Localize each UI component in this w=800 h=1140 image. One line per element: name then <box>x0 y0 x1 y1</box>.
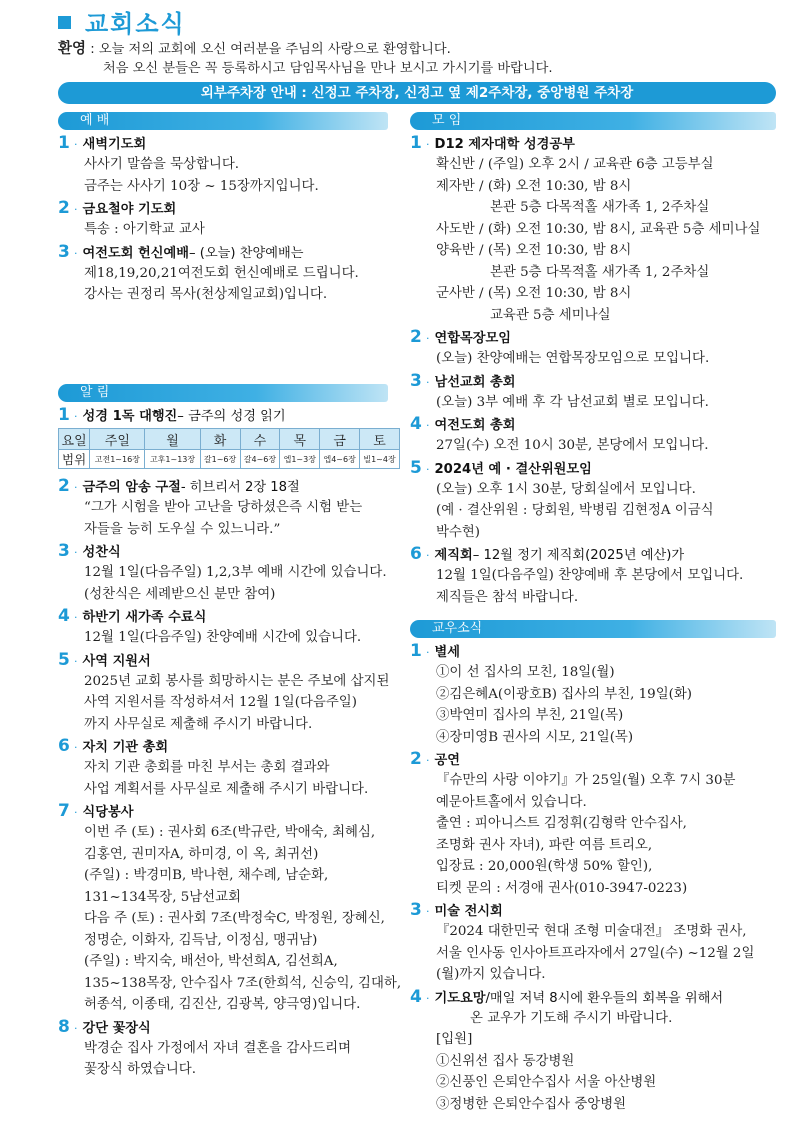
item-header <box>58 605 403 627</box>
item-line: 양육반 / (목) 오전 10:30, 밤 8시 <box>436 243 632 258</box>
item-line: (주일) : 박경미B, 박나현, 채수례, 남순화, <box>84 868 329 883</box>
welcome-label: 환영 <box>58 41 87 57</box>
item-header <box>410 543 780 565</box>
item-line: 자치 기관 총회를 마친 부서는 총회 결과와 <box>84 760 330 775</box>
item-line: 예문아트홀에서 있습니다. <box>436 794 587 810</box>
square-bullet-icon <box>58 16 71 29</box>
item-header <box>410 457 780 479</box>
item-line: (주일) : 박지숙, 배선아, 박선희A, 김선희A, <box>84 954 338 969</box>
item-number: 3 <box>58 241 70 262</box>
item-line: ②신풍인 은퇴안수집사 서울 아산병원 <box>436 1075 657 1090</box>
item-line: 사사기 말씀을 묵상합니다. <box>84 157 240 172</box>
item-number: 1 <box>410 133 422 153</box>
item-title: 연합목장모임 <box>434 331 511 346</box>
meeting-list <box>410 132 780 608</box>
table-cell: 엡4~6장 <box>320 450 360 469</box>
item-line: 2025년 교회 봉사를 희망하시는 분은 주보에 삽지된 <box>84 673 390 689</box>
item-header <box>410 370 780 392</box>
middle-dot-icon: · <box>74 806 78 819</box>
item-number: 3 <box>410 370 422 391</box>
item-number: 8 <box>58 1016 70 1037</box>
table-cell: 고전1~16장 <box>90 450 145 469</box>
item-title: 자치 기관 총회 <box>82 740 169 755</box>
item-title: 성경 1독 대행진 <box>82 409 178 424</box>
item-title: D12 제자대학 성경공부 <box>434 137 575 152</box>
middle-dot-icon: · <box>74 203 78 216</box>
middle-dot-icon: · <box>426 462 430 476</box>
item-line: 특송 : 아기학교 교사 <box>84 222 205 237</box>
item-title: 공연 <box>434 753 460 768</box>
table-header-cell: 목 <box>280 429 320 450</box>
item-header <box>58 735 403 757</box>
section-heading-worship: 예 배 <box>58 112 388 130</box>
item-title: 하반기 새가족 수료식 <box>82 610 207 625</box>
item-subtitle: – 12월 정기 제직회(2025년 예산)가 <box>472 548 685 563</box>
item-line: 꽃장식 하였습니다. <box>84 1062 196 1077</box>
item-header <box>58 649 403 671</box>
item-title: 강단 꽃장식 <box>82 1020 151 1036</box>
item-number: 5 <box>410 457 422 478</box>
item-line: 정명순, 이화자, 김득남, 이정심, 맹귀남) <box>84 932 318 948</box>
item-title: 제직회 <box>434 548 473 563</box>
list-item <box>58 649 403 736</box>
middle-dot-icon: · <box>426 646 430 659</box>
item-line: (예 · 결산위원 : 당회원, 박병림 김현정A 이금식 <box>436 503 714 518</box>
item-line: 조명화 권사 자녀), 파란 여름 트리오, <box>436 837 653 853</box>
list-item <box>58 735 403 800</box>
item-subtitle: – 금주의 성경 읽기 <box>177 409 286 424</box>
item-title: 미술 전시회 <box>434 904 503 919</box>
item-header <box>58 1016 403 1038</box>
item-header <box>410 132 780 154</box>
item-line: 12월 1일(다음주일) 찬양예배 시간에 있습니다. <box>84 630 362 645</box>
item-line: 12월 1일(다음주일) 찬양예배 후 본당에서 모입니다. <box>436 568 744 583</box>
list-item <box>410 543 780 608</box>
list-item <box>58 800 403 1016</box>
welcome-line-1: : 오늘 저의 교회에 오신 여러분을 주님의 사랑으로 환영합니다. <box>86 42 451 57</box>
item-line: “그가 시험을 받아 고난을 당하셨은즉 시험 받는 <box>84 500 363 515</box>
item-line: 박경순 집사 가정에서 자녀 결혼을 감사드리며 <box>84 1040 352 1056</box>
table-header-cell: 토 <box>360 429 400 450</box>
item-number: 3 <box>410 900 422 920</box>
list-item <box>410 326 780 370</box>
list-item <box>410 132 780 326</box>
item-line: 서울 인사동 인사아트프라자에서 27일(수) ~12월 2일 <box>436 945 755 961</box>
item-header <box>58 241 403 263</box>
item-title: 사역 지원서 <box>82 653 151 669</box>
item-title: 별세 <box>434 645 460 660</box>
welcome-line-2: 처음 오신 분들은 꼭 등록하시고 담임목사님을 만나 보시고 가시기를 바랍니다. <box>103 61 553 76</box>
item-title: 남선교회 총회 <box>434 374 516 390</box>
item-line: 다음 주 (토) : 권사회 7조(박정숙C, 박정원, 장혜신, <box>84 911 385 926</box>
bible-reading-table <box>58 428 400 469</box>
list-item <box>58 197 403 241</box>
item-line: 사업 계획서를 사무실로 제출해 주시기 바랍니다. <box>84 781 369 797</box>
list-item <box>410 370 780 414</box>
item-line: ①이 선 집사의 모친, 18일(월) <box>436 665 615 680</box>
item-line: ③정병한 은퇴안수집사 중앙병원 <box>436 1096 627 1112</box>
list-item <box>58 475 403 540</box>
item-header <box>58 540 403 562</box>
list-item <box>58 241 403 306</box>
item-number: 1 <box>58 133 70 153</box>
item-line: ③박연미 집사의 부친, 21일(목) <box>436 708 624 723</box>
item-title: 기도요망 <box>434 990 486 1006</box>
item-title: 여전도회 총회 <box>434 418 516 433</box>
item-number: 2 <box>410 749 422 769</box>
table-cell: 범위 <box>59 450 90 469</box>
table-cell: 갈1~6장 <box>200 450 240 469</box>
item-line: 입장료 : 20,000원(학생 50% 할인), <box>436 859 653 874</box>
page-header <box>58 4 186 38</box>
item-header <box>410 326 780 348</box>
item-header <box>410 748 780 770</box>
section-heading-members: 교우소식 <box>410 620 776 638</box>
item-title: 성찬식 <box>82 545 121 560</box>
item-line: 확신반 / (주일) 오후 2시 / 교육관 6층 고등부실 <box>436 157 714 172</box>
item-line: 135~138목장, 안수집사 7조(한희석, 신승익, 김대하, <box>84 975 402 991</box>
item-subtitle: /매일 저녁 8시에 환우들의 회복을 위해서 <box>485 990 724 1006</box>
item-line: 티켓 문의 : 서경애 권사(010-3947-0223) <box>436 880 688 896</box>
item-line: 까지 사무실로 제출해 주시기 바랍니다. <box>84 716 313 732</box>
item-number: 6 <box>58 736 70 756</box>
list-item <box>58 540 403 605</box>
members-list <box>410 640 780 1115</box>
middle-dot-icon: · <box>426 991 430 1005</box>
item-number: 2 <box>410 327 422 347</box>
middle-dot-icon: · <box>74 410 78 423</box>
item-line: (월)까지 있습니다. <box>436 967 546 982</box>
item-subtitle: - 히브리서 2장 18절 <box>180 480 300 495</box>
item-number: 1 <box>410 641 422 661</box>
table-row <box>59 450 400 469</box>
middle-dot-icon: · <box>74 546 78 559</box>
table-header-cell: 요일 <box>59 429 90 450</box>
item-number: 3 <box>58 541 70 561</box>
item-number: 2 <box>58 198 70 218</box>
item-line: [입원] <box>436 1032 473 1047</box>
item-header <box>410 640 780 662</box>
item-line: 허종석, 이종태, 김진산, 김광복, 양극영)입니다. <box>84 997 361 1012</box>
item-line: 자들을 능히 도우실 수 있느니라.” <box>84 521 281 537</box>
item-header <box>410 986 780 1008</box>
item-line: 금주는 사사기 10장 ~ 15장까지입니다. <box>84 178 319 194</box>
item-header <box>58 475 403 497</box>
item-header <box>58 800 403 822</box>
item-line: (오늘) 찬양예배는 연합목장모임으로 모입니다. <box>436 351 710 366</box>
list-item <box>410 986 780 1116</box>
item-line: 본관 5층 다목적홀 새가족 1, 2주차실 <box>490 200 710 215</box>
item-title: 금주의 암송 구절 <box>82 480 181 495</box>
middle-dot-icon: · <box>426 375 430 389</box>
table-cell: 고후1~13장 <box>145 450 200 469</box>
item-line: 이번 주 (토) : 권사회 6조(박규란, 박애숙, 최혜심, <box>84 825 376 840</box>
item-line: 출연 : 피아니스트 김정휘(김형락 안수집사, <box>436 816 687 831</box>
item-title: 식당봉사 <box>82 805 134 820</box>
item-line: 『2024 대한민국 현대 조형 미술대전』 조명화 권사, <box>436 924 747 939</box>
list-item <box>410 640 780 748</box>
table-header-cell: 주일 <box>90 429 145 450</box>
item-line: 131~134목장, 5남선교회 <box>84 889 241 905</box>
item-line: 온 교우가 기도해 주시기 바랍니다. <box>470 1010 673 1026</box>
item-number: 4 <box>58 606 70 626</box>
middle-dot-icon: · <box>74 1021 78 1035</box>
middle-dot-icon: · <box>426 549 430 562</box>
notice-item-bible-reading <box>58 404 403 469</box>
item-header <box>410 899 780 921</box>
list-item <box>410 899 780 986</box>
middle-dot-icon: · <box>74 481 78 494</box>
section-heading-notice: 알 림 <box>58 384 388 402</box>
list-item <box>58 1016 403 1081</box>
item-line: 27일(수) 오전 10시 30분, 본당에서 모입니다. <box>436 438 709 453</box>
middle-dot-icon: · <box>426 905 430 918</box>
item-header <box>58 132 403 154</box>
item-line: 사역 지원서를 작성하셔서 12월 1일(다음주일) <box>84 695 357 710</box>
middle-dot-icon: · <box>426 419 430 432</box>
item-title: 새벽기도회 <box>82 137 147 152</box>
item-line: 제직들은 참석 바랍니다. <box>436 589 579 605</box>
item-line: 군사반 / (목) 오전 10:30, 밤 8시 <box>436 286 632 301</box>
item-title: 여전도회 헌신예배 <box>82 245 190 261</box>
list-item <box>410 748 780 899</box>
item-number: 4 <box>410 414 422 434</box>
table-header-cell: 월 <box>145 429 200 450</box>
item-line: (오늘) 3부 예배 후 각 남선교회 별로 모입니다. <box>436 394 709 410</box>
item-line: 12월 1일(다음주일) 1,2,3부 예배 시간에 있습니다. <box>84 565 387 580</box>
table-cell: 빌1~4장 <box>360 450 400 469</box>
item-line: 본관 5층 다목적홀 새가족 1, 2주차실 <box>490 264 710 280</box>
item-title: 금요철야 기도회 <box>82 202 177 217</box>
item-line: 박수현) <box>436 524 481 540</box>
item-line: (오늘) 오후 1시 30분, 당회실에서 모입니다. <box>436 481 696 497</box>
list-item <box>58 132 403 197</box>
list-item <box>410 457 780 544</box>
item-line: 김홍연, 권미자A, 하미경, 이 옥, 최귀선) <box>84 846 319 862</box>
item-line: ④장미영B 권사의 시모, 21일(목) <box>436 729 634 745</box>
item-line: 『슈만의 사랑 이야기』가 25일(월) 오후 7시 30분 <box>436 773 736 788</box>
middle-dot-icon: · <box>74 138 78 151</box>
item-line: ②김은혜A(이광호B) 집사의 부친, 19일(화) <box>436 686 693 702</box>
item-line: 교육관 5층 세미나실 <box>490 307 611 323</box>
item-number: 7 <box>58 801 70 821</box>
welcome-message <box>58 40 758 78</box>
item-line: 제18,19,20,21여전도회 헌신예배로 드립니다. <box>84 265 359 281</box>
middle-dot-icon: · <box>74 654 78 668</box>
item-line: ①신위선 집사 동강병원 <box>436 1053 575 1069</box>
section-heading-meeting: 모 임 <box>410 112 776 130</box>
table-cell: 엡1~3장 <box>280 450 320 469</box>
item-line: 사도반 / (화) 오전 10:30, 밤 8시, 교육관 5층 세미나실 <box>436 221 761 237</box>
item-number: 1 <box>58 405 70 425</box>
middle-dot-icon: · <box>74 246 78 260</box>
item-number: 6 <box>410 544 422 564</box>
list-item <box>410 413 780 457</box>
table-cell: 갈4~6장 <box>240 450 280 469</box>
table-header-cell: 화 <box>200 429 240 450</box>
middle-dot-icon: · <box>426 138 430 151</box>
list-item <box>58 605 403 649</box>
item-title: 2024년 예 · 결산위원모임 <box>434 461 592 477</box>
middle-dot-icon: · <box>426 754 430 767</box>
middle-dot-icon: · <box>74 611 78 624</box>
worship-list <box>58 132 403 306</box>
item-subtitle: – (오늘) 찬양예배는 <box>189 245 304 261</box>
item-line: 제자반 / (화) 오전 10:30, 밤 8시 <box>436 178 632 194</box>
middle-dot-icon: · <box>426 332 430 345</box>
table-header-cell: 수 <box>240 429 280 450</box>
item-line: 강사는 권정리 목사(천상제일교회)입니다. <box>84 287 328 302</box>
item-header <box>58 197 403 219</box>
item-header <box>410 413 780 435</box>
middle-dot-icon: · <box>74 741 78 754</box>
notice-list <box>58 404 403 1081</box>
table-header-row <box>59 429 400 450</box>
page-title: 교회소식 <box>85 9 186 38</box>
parking-banner: 외부주차장 안내 : 신정고 주차장, 신정고 옆 제2주차장, 중앙병원 주차장 <box>58 82 776 104</box>
notice-items <box>58 475 403 1081</box>
item-number: 2 <box>58 476 70 496</box>
item-line: (성찬식은 세례받으신 분만 참여) <box>84 586 276 602</box>
table-header-cell: 금 <box>320 429 360 450</box>
item-number: 5 <box>58 649 70 670</box>
item-number: 4 <box>410 986 422 1007</box>
